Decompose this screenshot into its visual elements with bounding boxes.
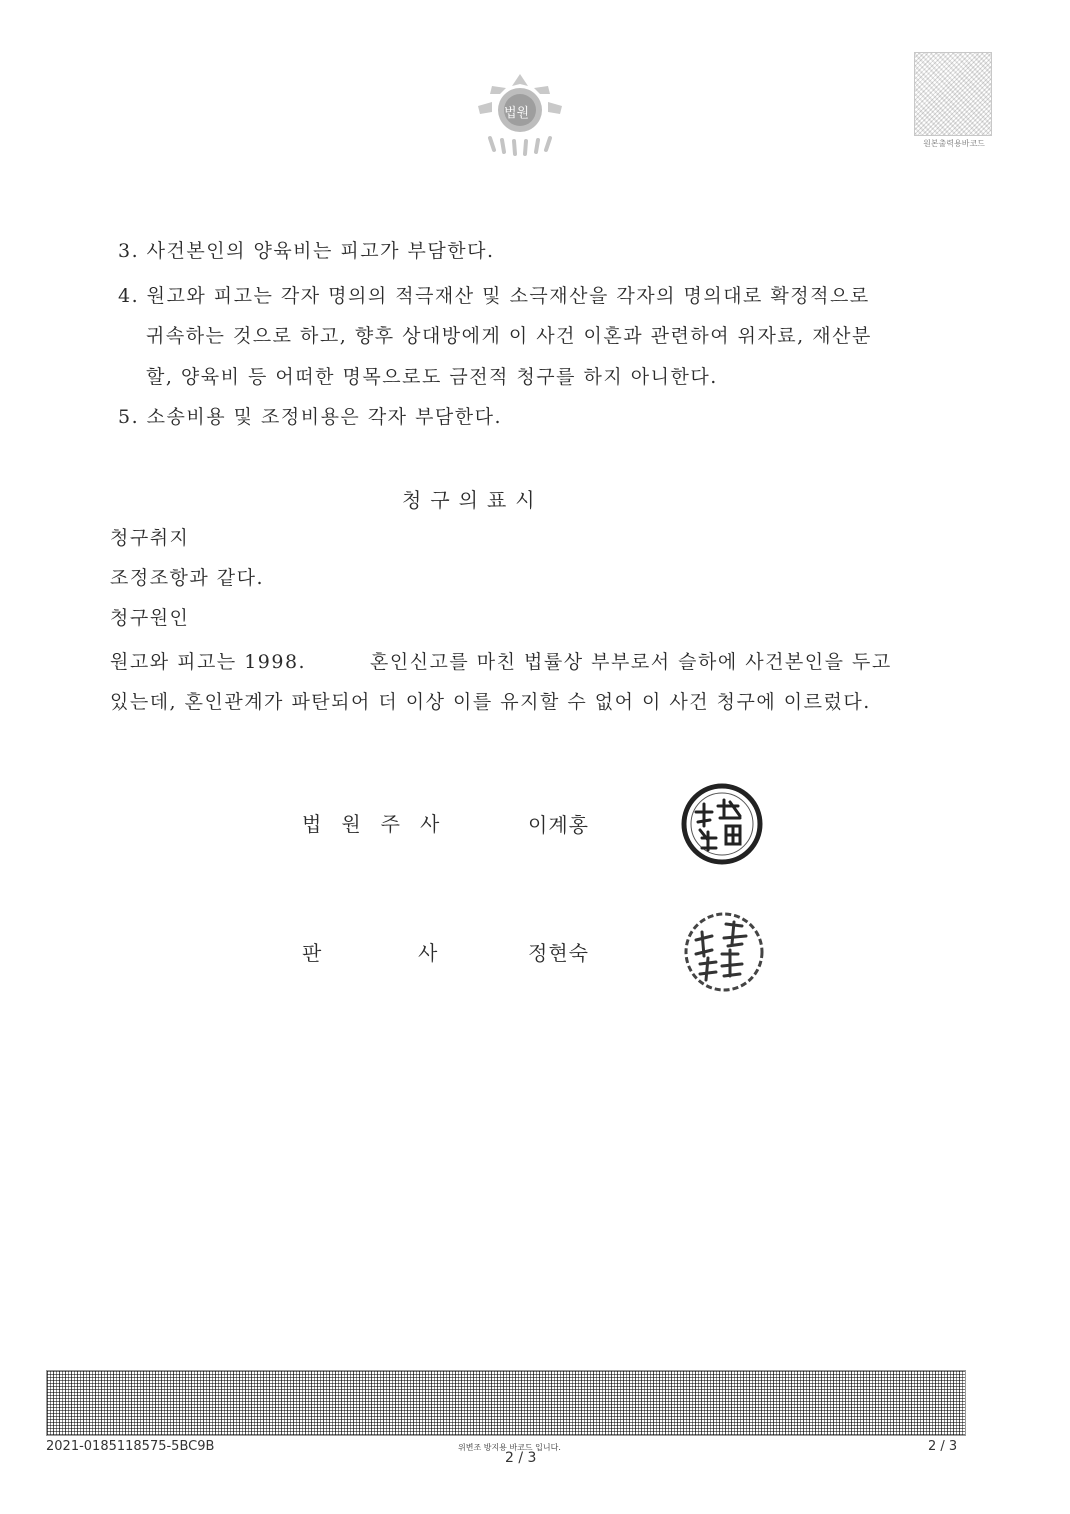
- page-number-right: 2 / 3: [928, 1439, 958, 1454]
- barcode-note: 위변조 방지용 바코드 입니다.: [458, 1443, 561, 1452]
- cause-label: 청구원인: [110, 607, 190, 629]
- judge-name: 정현숙: [528, 941, 589, 965]
- purpose-text: 조정조항과 같다.: [110, 567, 265, 589]
- court-emblem-icon: [470, 72, 570, 158]
- judge-role-first: 판: [302, 941, 322, 965]
- security-barcode: [46, 1370, 966, 1436]
- emblem-label: 법원: [504, 106, 530, 121]
- qr-code: [914, 52, 994, 148]
- document-id: 2021-0185118575-5BC9B: [46, 1439, 215, 1454]
- item-4-line-1: 4. 원고와 피고는 각자 명의의 적극재산 및 소극재산을 각자의 명의대로 확정적으로: [118, 285, 870, 307]
- cause-line-2: 있는데, 혼인관계가 파탄되어 더 이상 이를 유지할 수 없어 이 사건 청구에 이르렀다.: [110, 691, 871, 713]
- item-4-line-2: 귀속하는 것으로 하고, 향후 상대방에게 이 사건 이혼과 관련하여 위자료, 재산분: [146, 325, 872, 347]
- claim-heading: 청구의표시: [402, 488, 544, 512]
- cause-line-1-start: 원고와 피고는 1998.: [110, 651, 307, 673]
- clerk-role: 법원주사: [302, 812, 460, 836]
- qr-code-icon: [914, 52, 992, 136]
- judge-role-second: 사: [418, 941, 438, 965]
- qr-caption: 원본출력용바코드: [923, 139, 985, 148]
- purpose-label: 청구취지: [110, 527, 190, 549]
- item-4-line-3: 할, 양육비 등 어떠한 명목으로도 금전적 청구를 하지 아니한다.: [146, 366, 718, 388]
- cause-line-1-end: 혼인신고를 마친 법률상 부부로서 슬하에 사건본인을 두고: [370, 651, 892, 673]
- item-3: 3. 사건본인의 양육비는 피고가 부담한다.: [118, 240, 495, 262]
- clerk-name: 이계홍: [528, 813, 589, 837]
- item-5: 5. 소송비용 및 조정비용은 각자 부담한다.: [118, 406, 503, 428]
- page-number-center: 2 / 3: [505, 1450, 537, 1466]
- judge-seal-icon: [682, 910, 766, 994]
- clerk-seal-icon: [680, 782, 764, 866]
